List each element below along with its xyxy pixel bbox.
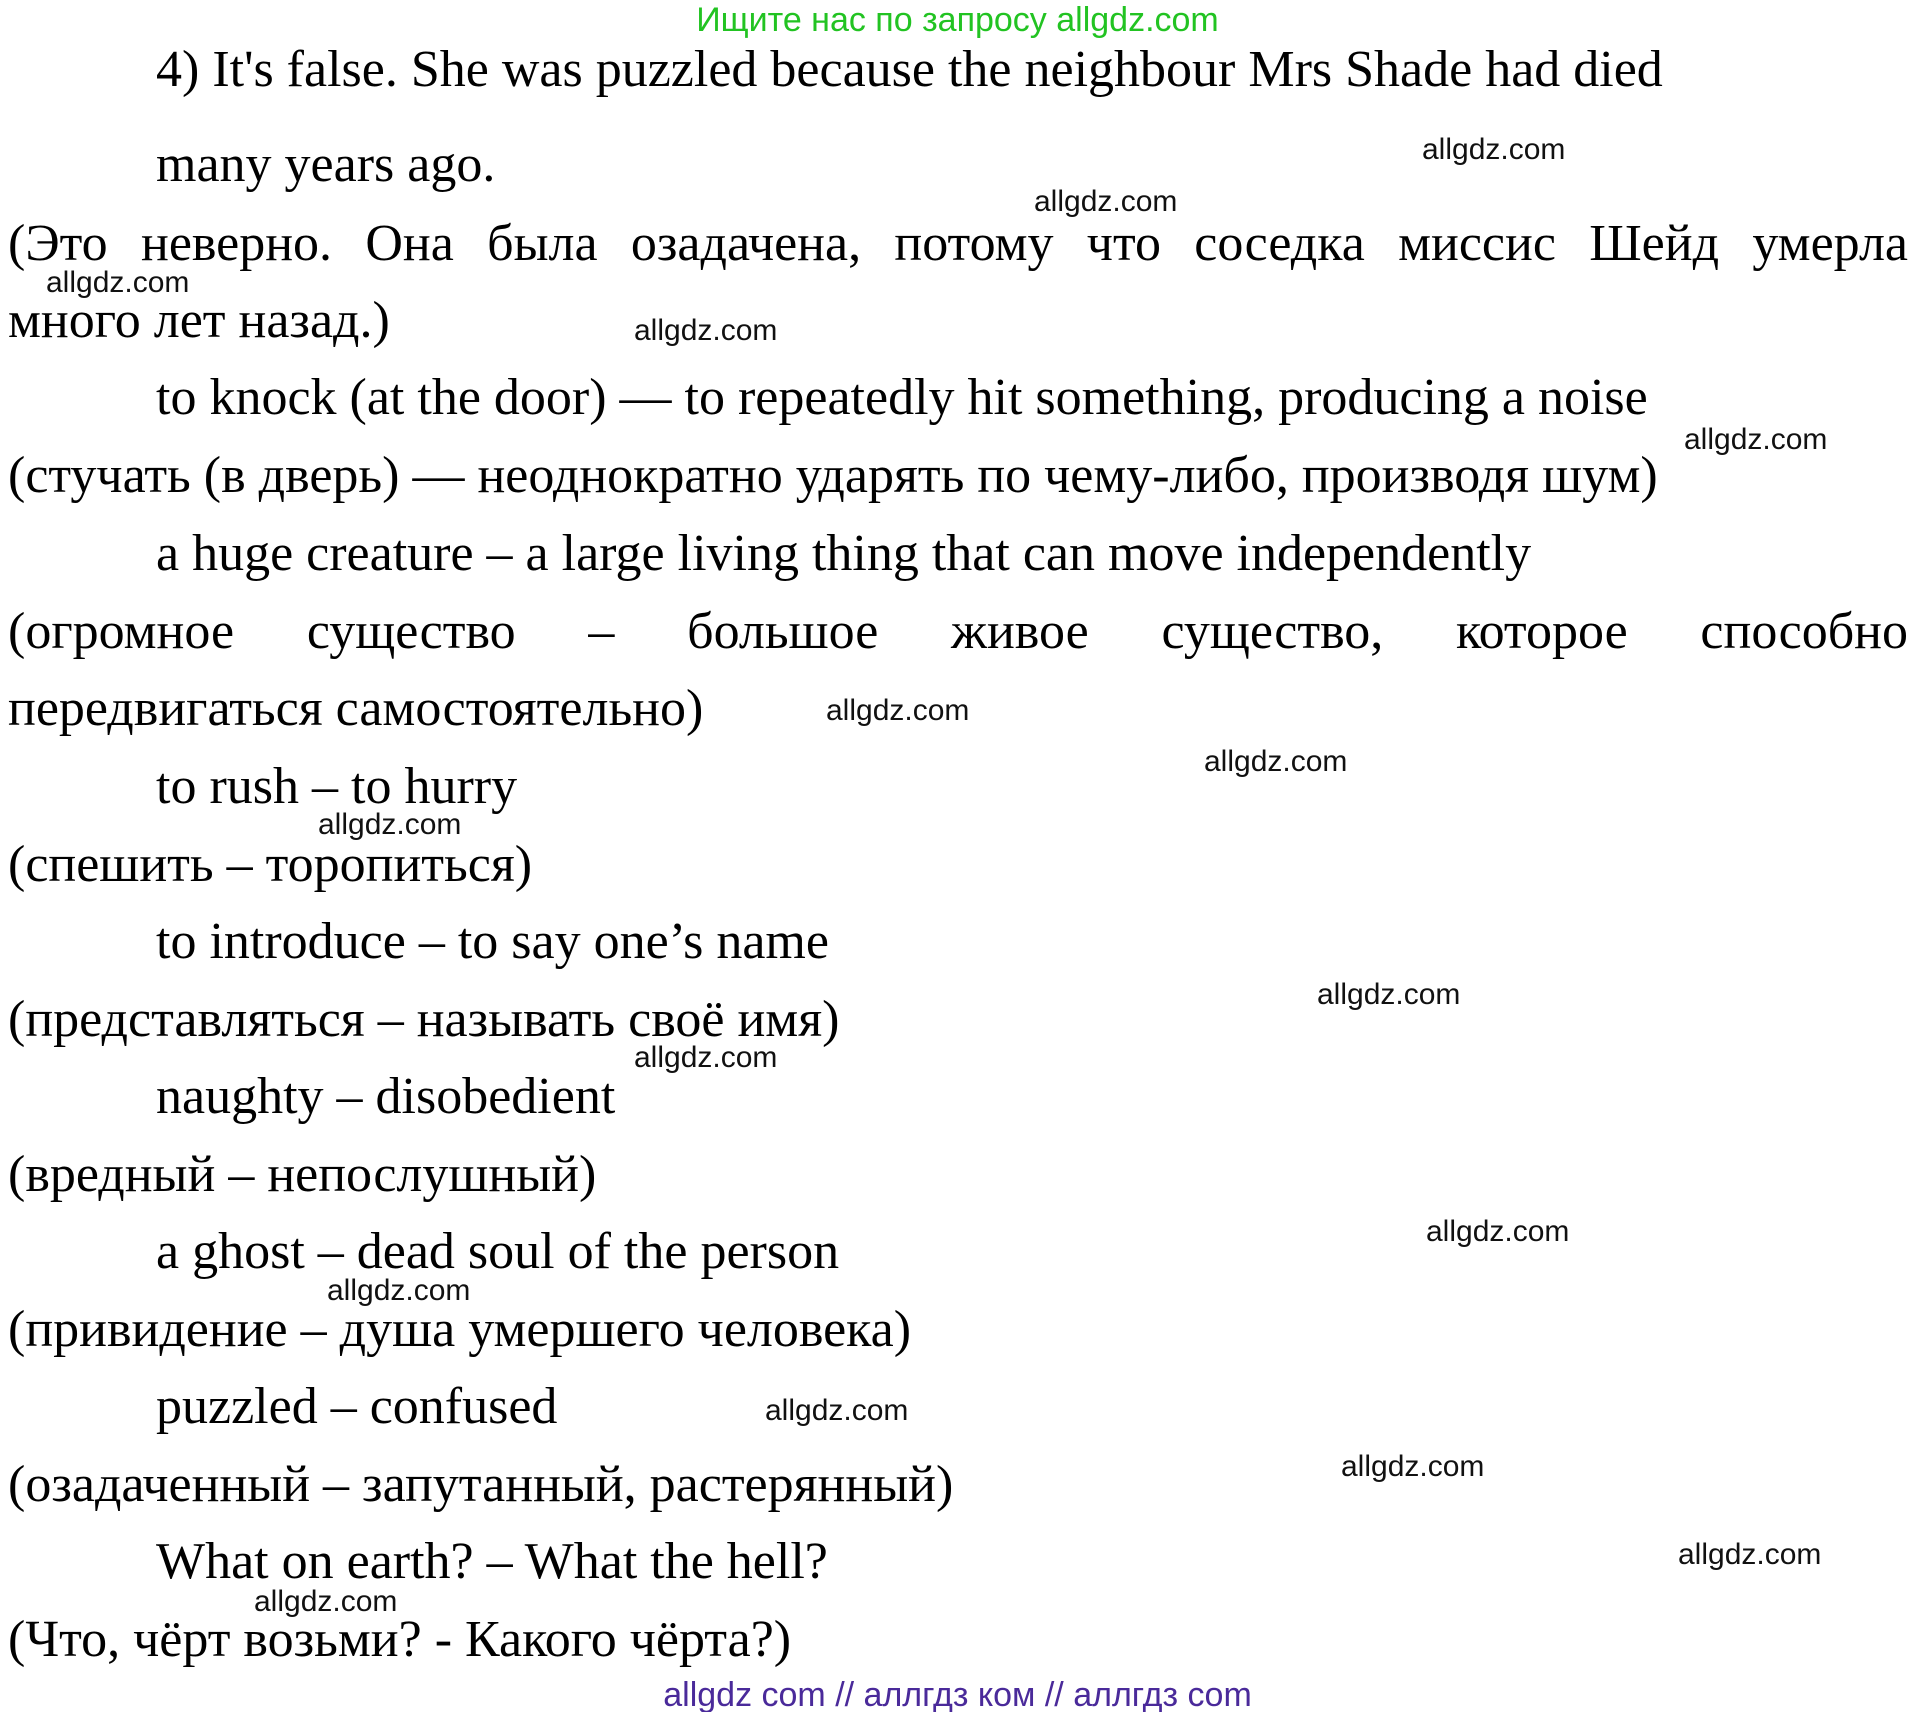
text-line-10: to rush – to hurry bbox=[156, 758, 518, 815]
text-line-17: (привидение – душа умершего человека) bbox=[8, 1301, 912, 1358]
text-line-4: много лет назад.) bbox=[8, 292, 390, 349]
watermark: allgdz.com bbox=[254, 1585, 398, 1618]
text-line-16: a ghost – dead soul of the person bbox=[156, 1223, 840, 1280]
text-line-11: (спешить – торопиться) bbox=[8, 836, 533, 893]
top-banner: Ищите нас по запросу allgdz.com bbox=[696, 1, 1219, 39]
text-line-3: (Это неверно. Она была озадачена, потому что соседка миссис Шейд умерла bbox=[8, 215, 1908, 272]
watermark: allgdz.com bbox=[634, 314, 778, 347]
watermark: allgdz.com bbox=[1422, 133, 1566, 166]
text-line-18: puzzled – confused bbox=[156, 1378, 558, 1435]
watermark: allgdz.com bbox=[1034, 185, 1178, 218]
watermark: allgdz.com bbox=[46, 266, 190, 299]
watermark: allgdz.com bbox=[1678, 1538, 1822, 1571]
text-line-15: (вредный – непослушный) bbox=[8, 1146, 597, 1203]
text-line-9: передвигаться самостоятельно) bbox=[8, 680, 704, 737]
watermark: allgdz.com bbox=[318, 808, 462, 841]
text-line-14: naughty – disobedient bbox=[156, 1068, 616, 1125]
text-line-21: (Что, чёрт возьми? - Какого чёрта?) bbox=[8, 1611, 792, 1668]
text-line-13: (представляться – называть своё имя) bbox=[8, 991, 840, 1048]
text-line-7: a huge creature – a large living thing that can move independently bbox=[156, 525, 1532, 582]
watermark: allgdz.com bbox=[765, 1394, 909, 1427]
text-line-20: What on earth? – What the hell? bbox=[156, 1533, 828, 1590]
watermark: allgdz.com bbox=[1684, 423, 1828, 456]
watermark: allgdz.com bbox=[327, 1274, 471, 1307]
watermark: allgdz.com bbox=[634, 1041, 778, 1074]
text-line-1: 4) It's false. She was puzzled because the neighbour Mrs Shade had died bbox=[156, 41, 1663, 98]
footer-links: allgdz com // аллгдз ком // аллгдз com bbox=[663, 1676, 1252, 1712]
watermark: allgdz.com bbox=[1426, 1215, 1570, 1248]
watermark: allgdz.com bbox=[1317, 978, 1461, 1011]
watermark: allgdz.com bbox=[1204, 745, 1348, 778]
text-line-6: (стучать (в дверь) — неоднократно ударять по чему-либо, производя шум) bbox=[8, 447, 1658, 504]
watermark: allgdz.com bbox=[1341, 1450, 1485, 1483]
text-line-19: (озадаченный – запутанный, растерянный) bbox=[8, 1456, 954, 1513]
text-line-5: to knock (at the door) — to repeatedly hit something, producing a noise bbox=[156, 369, 1648, 426]
text-line-12: to introduce – to say one’s name bbox=[156, 913, 829, 970]
watermark: allgdz.com bbox=[826, 694, 970, 727]
text-line-8: (огромное существо – большое живое существо, которое способно bbox=[8, 603, 1908, 660]
text-line-2: many years ago. bbox=[156, 136, 496, 193]
